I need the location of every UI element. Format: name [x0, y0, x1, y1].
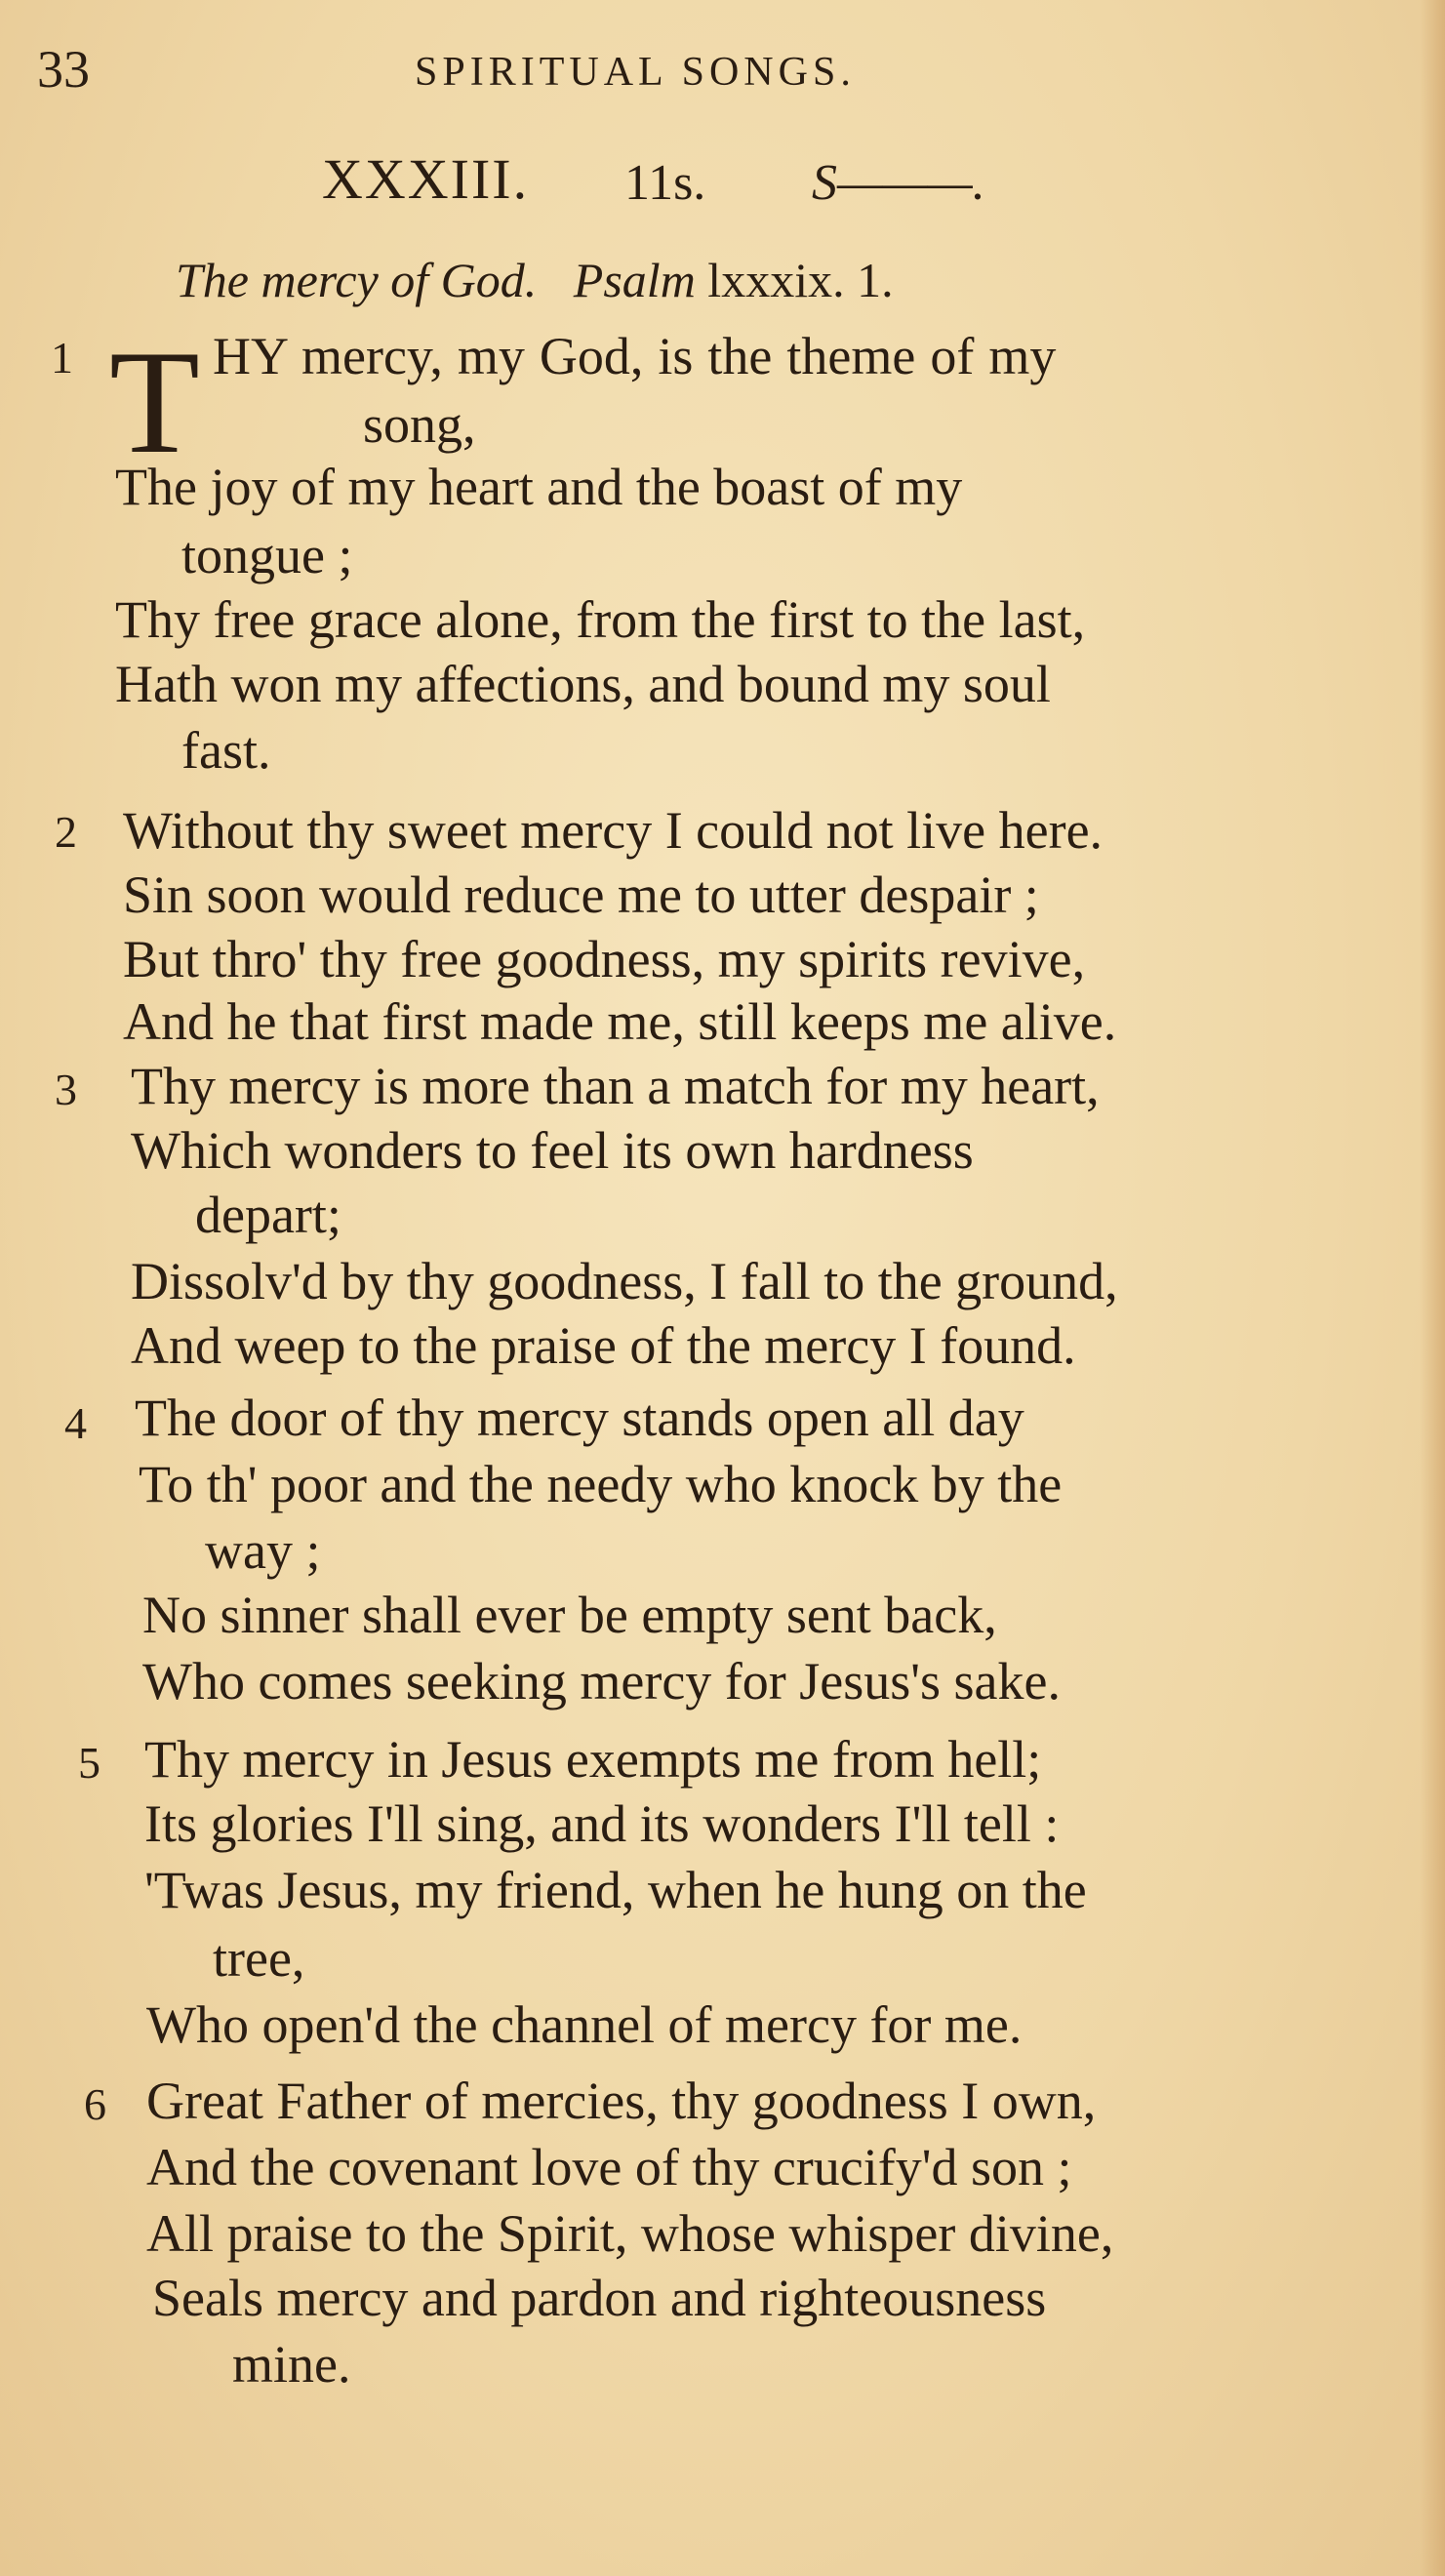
- stanza-number: 3: [55, 1065, 77, 1114]
- stanza-number: 2: [55, 807, 77, 857]
- stanza-line: Thy mercy in Jesus exempts me from hell;: [144, 1730, 1042, 1789]
- hymn-meter: 11s.: [624, 155, 706, 211]
- stanza-line: But thro' thy free goodness, my spirits revive,: [123, 930, 1086, 988]
- stanza-line: Thy free grace alone, from the first to the last,: [115, 590, 1086, 649]
- stanza-line: mine.: [232, 2335, 351, 2394]
- subtitle-psalm: Psalm: [573, 253, 696, 307]
- stanza-line: way ;: [205, 1521, 321, 1580]
- stanza-line: No sinner shall ever be empty sent back,: [142, 1586, 997, 1644]
- stanza-line: HY mercy, my God, is the theme of my: [213, 327, 1057, 385]
- stanza-line: The joy of my heart and the boast of my: [115, 458, 963, 516]
- stanza-line: Who comes seeking mercy for Jesus's sake.: [142, 1652, 1061, 1711]
- stanza-line: tree,: [213, 1929, 305, 1988]
- stanza-line: Dissolv'd by thy goodness, I fall to the ground,: [131, 1252, 1118, 1310]
- stanza-line: Great Father of mercies, thy goodness I own,: [146, 2072, 1097, 2130]
- subtitle-theme: The mercy of God.: [176, 253, 538, 307]
- stanza-number: 1: [51, 333, 73, 382]
- hymn-number: XXXIII.: [322, 147, 530, 211]
- stanza-line: Thy mercy is more than a match for my heart,: [131, 1057, 1100, 1115]
- stanza-line: 'Twas Jesus, my friend, when he hung on the: [144, 1861, 1087, 1919]
- stanza-line: Without thy sweet mercy I could not live here.: [123, 801, 1104, 860]
- stanza-line: To th' poor and the needy who knock by the: [139, 1455, 1063, 1513]
- stanza-line: Hath won my affections, and bound my soul: [115, 655, 1051, 713]
- stanza-line: Seals mercy and pardon and righteousness: [152, 2269, 1047, 2327]
- page-edge-shadow: [1420, 0, 1445, 2576]
- stanza-line: Sin soon would reduce me to utter despair ;: [123, 865, 1039, 924]
- stanza-line: Its glories I'll sing, and its wonders I'll tell :: [144, 1794, 1060, 1853]
- stanza-number: 5: [78, 1738, 100, 1788]
- page-number: 33: [37, 40, 90, 99]
- stanza-line: All praise to the Spirit, whose whisper divine,: [146, 2204, 1114, 2263]
- stanza-line: And weep to the praise of the mercy I found.: [131, 1316, 1076, 1375]
- hymn-tune: S———.: [812, 155, 985, 211]
- stanza-number: 6: [84, 2079, 106, 2129]
- stanza-line: tongue ;: [181, 526, 353, 584]
- hymn-subtitle: [176, 252, 894, 308]
- stanza-line: Which wonders to feel its own hardness: [131, 1121, 974, 1180]
- stanza-line: fast.: [181, 721, 271, 780]
- drop-cap: T: [109, 320, 200, 484]
- running-head: SPIRITUAL SONGS.: [415, 50, 856, 95]
- stanza-line: depart;: [195, 1186, 341, 1244]
- stanza-number: 4: [64, 1398, 87, 1448]
- stanza-line: The door of thy mercy stands open all day: [135, 1389, 1024, 1447]
- stanza-line: song,: [363, 395, 476, 454]
- stanza-line: And the covenant love of thy crucify'd son ;: [146, 2138, 1072, 2196]
- stanza-line: And he that first made me, still keeps me alive.: [123, 992, 1117, 1051]
- subtitle-reference: lxxxix. 1.: [707, 253, 894, 307]
- stanza-line: Who open'd the channel of mercy for me.: [146, 1995, 1023, 2054]
